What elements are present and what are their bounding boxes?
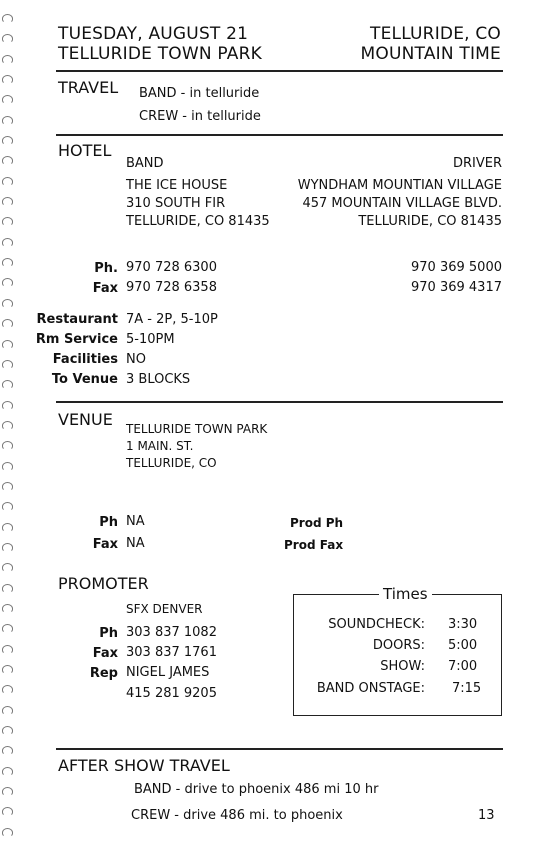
promoter-title: PROMOTER: [58, 574, 149, 593]
promoter-name: SFX DENVER: [126, 602, 203, 616]
hotel-driver-name: WYNDHAM MOUNTIAN VILLAGE: [297, 178, 502, 193]
header-date: TUESDAY, AUGUST 21: [58, 24, 249, 44]
hotel-title: HOTEL: [58, 141, 112, 160]
soundcheck-label: SOUNDCHECK:: [328, 617, 425, 632]
after-show-title: AFTER SHOW TRAVEL: [58, 756, 230, 775]
binding-ring: [2, 136, 13, 145]
promoter-phone: 303 837 1082: [126, 625, 217, 640]
to-venue-value: 3 BLOCKS: [126, 372, 191, 387]
binding-ring: [2, 319, 13, 328]
binding-ring: [2, 604, 13, 613]
show-label: SHOW:: [380, 659, 425, 674]
hotel-band-phone: 970 728 6300: [126, 260, 217, 275]
hotel-driver-phone: 970 369 5000: [411, 260, 502, 275]
binding-ring: [2, 502, 13, 511]
binding-ring: [2, 14, 13, 23]
promoter-fax-label: Fax: [92, 646, 118, 661]
hotel-band-fax: 970 728 6358: [126, 280, 217, 295]
divider: [56, 70, 503, 72]
doors-label: DOORS:: [372, 638, 425, 653]
facilities-value: NO: [126, 352, 146, 367]
binding-ring: [2, 523, 13, 532]
hotel-band-heading: BAND: [126, 156, 164, 171]
divider: [56, 748, 503, 750]
binding-ring: [2, 258, 13, 267]
promoter-rep-name: NIGEL JAMES: [126, 665, 210, 680]
binding-ring: [2, 685, 13, 694]
binding-ring: [2, 645, 13, 654]
binding-ring: [2, 95, 13, 104]
hotel-driver-address: 457 MOUNTAIN VILLAGE BLVD.: [302, 196, 502, 211]
binding-ring: [2, 624, 13, 633]
venue-prod-fax-label: Prod Fax: [284, 538, 344, 552]
promoter-rep-phone: 415 281 9205: [126, 686, 217, 701]
spiral-binding: [2, 14, 18, 848]
travel-band: BAND - in telluride: [139, 86, 260, 101]
venue-fax: NA: [126, 536, 145, 551]
binding-ring: [2, 726, 13, 735]
restaurant-label: Restaurant: [36, 312, 118, 327]
binding-ring: [2, 462, 13, 471]
hotel-phone-label: Ph.: [94, 261, 118, 276]
doors-time: 5:00: [448, 638, 478, 653]
room-service-label: Rm Service: [35, 332, 118, 347]
binding-ring: [2, 787, 13, 796]
binding-ring: [2, 828, 13, 837]
binding-ring: [2, 482, 13, 491]
venue-phone-label: Ph: [99, 515, 118, 530]
binding-ring: [2, 584, 13, 593]
promoter-phone-label: Ph: [99, 626, 118, 641]
header-venue-name: TELLURIDE TOWN PARK: [58, 44, 262, 64]
binding-ring: [2, 807, 13, 816]
soundcheck-time: 3:30: [448, 617, 478, 632]
binding-ring: [2, 75, 13, 84]
hotel-driver-heading: DRIVER: [452, 156, 502, 171]
binding-ring: [2, 177, 13, 186]
times-box: [293, 594, 502, 716]
promoter-rep-label: Rep: [89, 666, 118, 681]
binding-ring: [2, 299, 13, 308]
facilities-label: Facilities: [52, 352, 118, 367]
travel-crew: CREW - in telluride: [139, 109, 261, 124]
binding-ring: [2, 116, 13, 125]
venue-phone: NA: [126, 514, 145, 529]
binding-ring: [2, 197, 13, 206]
binding-ring: [2, 706, 13, 715]
venue-city: TELLURIDE, CO: [126, 456, 217, 470]
venue-fax-label: Fax: [92, 537, 118, 552]
after-show-crew: CREW - drive 486 mi. to phoenix: [131, 808, 343, 823]
header-timezone: MOUNTAIN TIME: [360, 44, 501, 64]
binding-ring: [2, 746, 13, 755]
binding-ring: [2, 380, 13, 389]
venue-name: TELLURIDE TOWN PARK: [126, 422, 268, 436]
binding-ring: [2, 217, 13, 226]
hotel-band-address: 310 SOUTH FIR: [126, 196, 226, 211]
venue-title: VENUE: [58, 410, 113, 429]
binding-ring: [2, 278, 13, 287]
venue-address: 1 MAIN. ST.: [126, 439, 194, 453]
binding-ring: [2, 238, 13, 247]
divider: [56, 134, 503, 136]
hotel-band-city: TELLURIDE, CO 81435: [126, 214, 270, 229]
binding-ring: [2, 156, 13, 165]
times-title: Times: [379, 585, 432, 603]
to-venue-label: To Venue: [51, 372, 118, 387]
page-number: 13: [478, 808, 495, 823]
hotel-fax-label: Fax: [92, 281, 118, 296]
binding-ring: [2, 340, 13, 349]
binding-ring: [2, 34, 13, 43]
divider: [56, 401, 503, 403]
restaurant-hours: 7A - 2P, 5-10P: [126, 312, 218, 327]
binding-ring: [2, 665, 13, 674]
band-onstage-label: BAND ONSTAGE:: [316, 681, 425, 696]
binding-ring: [2, 767, 13, 776]
binding-ring: [2, 360, 13, 369]
header-city: TELLURIDE, CO: [370, 24, 501, 44]
show-time: 7:00: [448, 659, 478, 674]
binding-ring: [2, 441, 13, 450]
binding-ring: [2, 55, 13, 64]
venue-prod-phone-label: Prod Ph: [290, 516, 344, 530]
room-service-hours: 5-10PM: [126, 332, 175, 347]
binding-ring: [2, 543, 13, 552]
after-show-band: BAND - drive to phoenix 486 mi 10 hr: [134, 782, 379, 797]
band-onstage-time: 7:15: [452, 681, 482, 696]
hotel-driver-city: TELLURIDE, CO 81435: [358, 214, 502, 229]
hotel-band-name: THE ICE HOUSE: [126, 178, 228, 193]
binding-ring: [2, 401, 13, 410]
travel-title: TRAVEL: [58, 78, 119, 97]
binding-ring: [2, 563, 13, 572]
promoter-fax: 303 837 1761: [126, 645, 217, 660]
hotel-driver-fax: 970 369 4317: [411, 280, 502, 295]
binding-ring: [2, 421, 13, 430]
